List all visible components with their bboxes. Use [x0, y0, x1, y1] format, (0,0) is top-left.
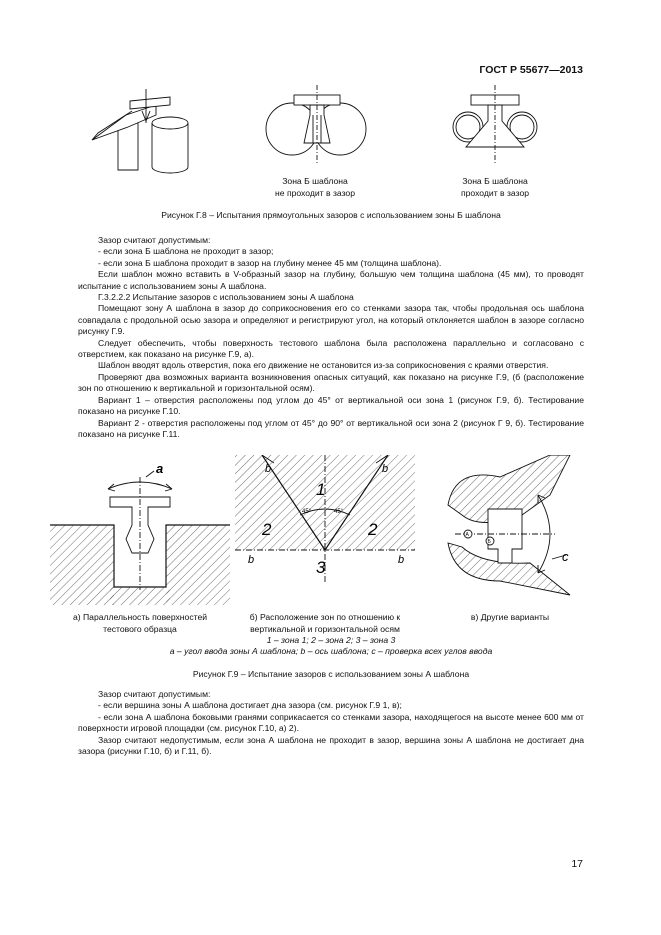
caption-line: проходит в зазор — [460, 188, 530, 198]
figure-g9-title: Рисунок Г.9 – Испытание зазоров с использованием зоны А шаблона — [192, 669, 470, 679]
g9-marker-a: А — [465, 532, 469, 538]
paragraph: Шаблон вводят вдоль отверстия, пока его движение не остановится из-за соприкосновения с краями отверстия. — [98, 360, 549, 371]
g9-label-b-top-left: b — [265, 463, 272, 475]
g9-zone-1: 1 — [316, 480, 326, 499]
g9-marker-b: Б — [487, 539, 491, 545]
g8-drawing-template-on-cylinders — [92, 89, 188, 173]
caption-line: б) Расположение зон по отношению к — [249, 612, 401, 622]
g9-legend-zones: 1 – зона 1; 2 – зона 2; 3 – зона 3 — [266, 635, 396, 645]
g9-label-a: a — [156, 461, 164, 476]
g9-caption-b — [225, 611, 425, 635]
g9-zone-2-left: 2 — [262, 520, 272, 539]
g9-zone-2-right: 2 — [368, 520, 378, 539]
g9-caption-c: в) Другие варианты — [470, 612, 550, 622]
caption-line: Зона Б шаблона — [282, 176, 348, 186]
g9-label-b-bottom-right: b — [398, 554, 405, 566]
caption-line: а) Параллельность поверхностей — [72, 612, 208, 622]
paragraph: Зазор считают допустимым: — [98, 689, 211, 699]
figure-g9-drawings — [50, 455, 590, 605]
section1-text — [78, 235, 584, 440]
paragraph: Проверяют два возможных варианта возникновения опасных ситуаций, как показано на рисунке Г.9, (б (расположение зон по отношению к вертикальной и горизонтальной осям). — [78, 371, 584, 394]
g9-drawing-c — [448, 455, 570, 595]
paragraph: Вариант 2 - отверстия расположены под углом от 45° до 90° от вертикальной оси зона 2 (рисунок Г 9, б). Тестирование показано на рисунке Г.11. — [78, 417, 584, 439]
g8-caption-zone-b-passing — [430, 175, 560, 199]
paragraph: - если зона Б шаблона не проходит в зазор; — [98, 246, 274, 257]
caption-line: тестового образца — [103, 624, 177, 634]
paragraph: Вариант 1 – отверстия расположены под углом до 45° от вертикальной оси зона 1 (рисунок Г.9, б). Тестирование показано на рисунке Г.10. — [78, 394, 584, 417]
g8-drawing-zone-b-passing — [453, 85, 537, 163]
paragraph: Если шаблон можно вставить в V-образный зазор на глубину, большую чем толщина шаблона (45 мм), то проводят испытание с использованием зоны А шаблона. — [78, 269, 584, 291]
paragraph: - если зона Б шаблона проходит в зазор на глубину менее 45 мм (толщина шаблона). — [98, 257, 442, 268]
g9-legend-symbols: a – угол ввода зоны А шаблона; b – ось шаблона; c – проверка всех углов ввода — [169, 646, 493, 656]
paragraph: Зазор считают допустимым: — [98, 235, 211, 245]
g9-label-c: c — [562, 549, 569, 564]
paragraph: Помещают зону А шаблона в зазор до соприкосновения его со стенками зазора так, чтобы продольная ось шаблона совпадала с продольной осью зазора и определяют и регистрируют угол, на который отклоняется шаблон в зазоре согласно рисунку Г.9. — [78, 303, 584, 337]
g8-caption-zone-b-not-passing — [250, 175, 380, 199]
figure-g8-title: Рисунок Г.8 – Испытания прямоугольных зазоров с использованием зоны Б шаблона — [161, 210, 501, 220]
caption-line: Зона Б шаблона — [462, 176, 528, 186]
paragraph: - если зона А шаблона боковыми гранями соприкасается со стенками зазора, находящегося на высоте менее 600 мм от поверхности игровой площадки (см. рисунок Г.10, а) 2). — [78, 711, 584, 734]
g9-label-b-bottom-left: b — [248, 554, 255, 566]
g9-angle-left: 45° — [302, 509, 312, 515]
page-number: 17 — [571, 858, 583, 870]
g9-drawing-a — [50, 471, 230, 605]
section2-text — [78, 689, 584, 757]
document-id: ГОСТ Р 55677—2013 — [479, 64, 583, 76]
caption-line: вертикальной и горизонтальной осям — [250, 624, 400, 634]
caption-line: не проходит в зазор — [275, 188, 355, 198]
g9-zone-3: 3 — [316, 558, 326, 577]
section-heading: Г.3.2.2.2 Испытание зазоров с использованием зоны А шаблона — [98, 292, 354, 303]
g9-caption-a — [50, 611, 230, 635]
g9-label-b-top-right: b — [382, 463, 389, 475]
g9-angle-right: 45° — [334, 509, 344, 515]
paragraph: Следует обеспечить, чтобы поверхность тестового шаблона была расположена параллельно и согласовано с отверстием, как показано на рисунке Г.9, а). — [78, 337, 584, 360]
paragraph: - если вершина зоны А шаблона достигает дна зазора (см. рисунок Г.9 1, в); — [98, 700, 402, 711]
paragraph: Зазор считают недопустимым, если зона А шаблона не проходит в зазор, вершина зоны А шаблона не достигает дна зазора (рисунки Г.10, б) и Г.11, б). — [78, 734, 584, 757]
g8-drawing-zone-b-not-passing — [266, 85, 366, 165]
